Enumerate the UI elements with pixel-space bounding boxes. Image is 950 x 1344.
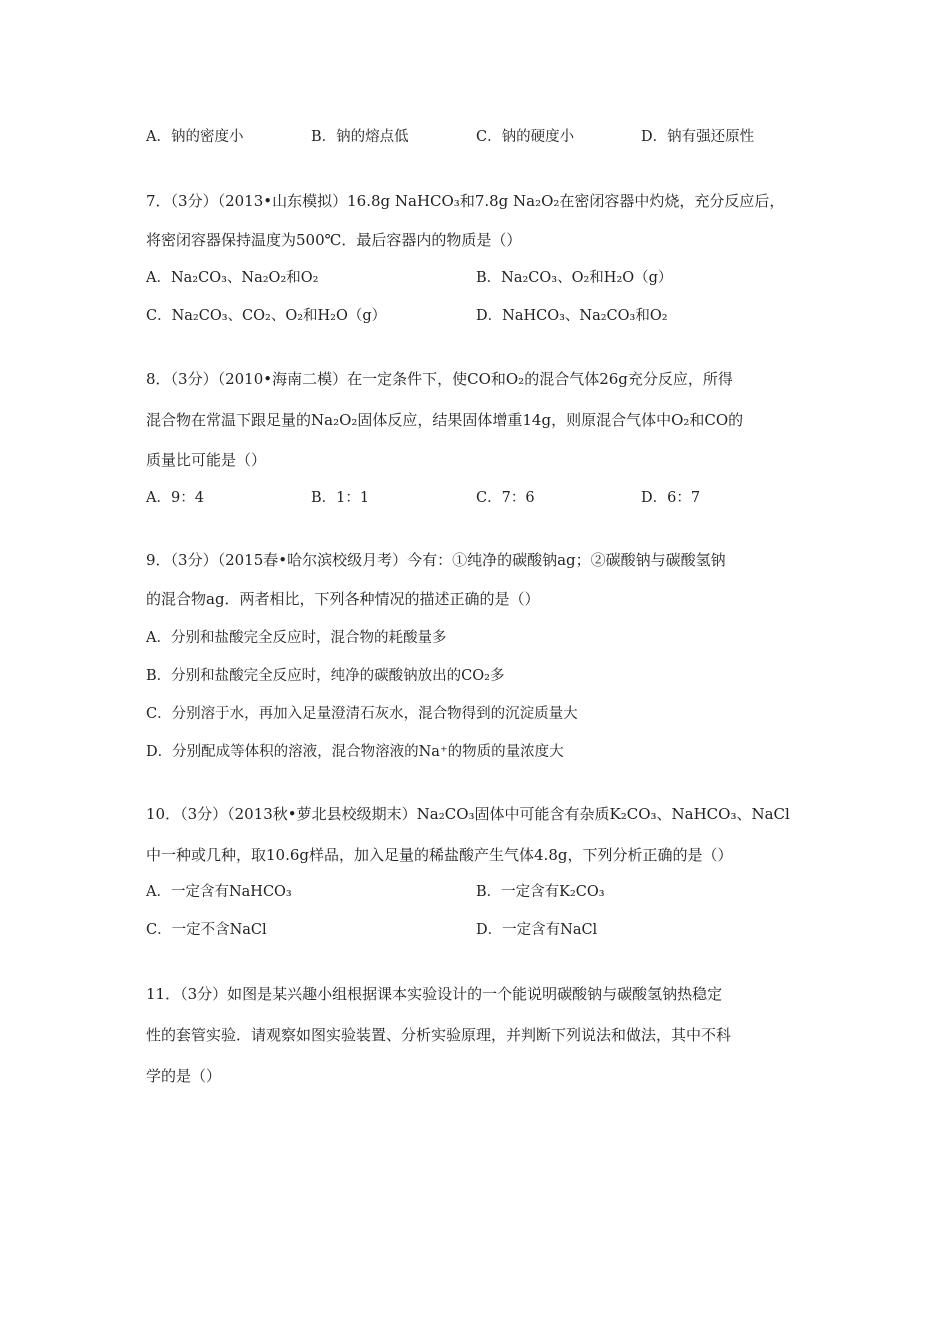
q11-stem-line-1: 11．（3分）如图是某兴趣小组根据课本实验设计的一个能说明碳酸钠与碳酸氢钠热稳定 (146, 985, 723, 1003)
q9-stem-line-1: 9．（3分）（2015春•哈尔滨校级月考）今有：①纯净的碳酸钠ag；②碳酸钠与碳酸氢钠 (146, 551, 726, 569)
q7-option-d: D．NaHCO₃、Na₂CO₃和O₂ (476, 308, 668, 324)
q7-stem-line-1: 7．（3分）（2013•山东模拟）16.8g NaHCO₃和7.8g Na₂O₂在密闭容器中灼烧，充分反应后， (146, 192, 785, 210)
q11-stem-line-3: 学的是（） (146, 1067, 222, 1085)
q6-option-c: C．钠的硬度小 (476, 129, 575, 145)
q9-option-b: B．分别和盐酸完全反应时，纯净的碳酸钠放出的CO₂多 (146, 668, 505, 684)
q7-option-b: B．Na₂CO₃、O₂和H₂O（g） (476, 270, 673, 286)
q8-option-a: A．9：4 (146, 490, 204, 506)
q8-stem-line-2: 混合物在常温下跟足量的Na₂O₂固体反应，结果固体增重14g，则原混合气体中O₂和CO的 (146, 411, 744, 429)
q10-option-a: A．一定含有NaHCO₃ (146, 884, 292, 900)
q10-option-b: B．一定含有K₂CO₃ (476, 884, 605, 900)
q8-stem-line-1: 8．（3分）（2010•海南二模）在一定条件下，使CO和O₂的混合气体26g充分反应，所得 (146, 370, 733, 388)
q9-option-c: C．分别溶于水，再加入足量澄清石灰水，混合物得到的沉淀质量大 (146, 706, 578, 722)
q10-stem-line-1: 10．（3分）（2013秋•萝北县校级期末）Na₂CO₃固体中可能含有杂质K₂CO₃、NaHCO₃、NaCl (146, 805, 790, 823)
q6-option-d: D．钠有强还原性 (641, 129, 755, 145)
q8-option-d: D．6：7 (641, 490, 701, 506)
q6-option-b: B．钠的熔点低 (311, 129, 409, 145)
q8-option-c: C．7：6 (476, 490, 535, 506)
q7-option-c: C．Na₂CO₃、CO₂、O₂和H₂O（g） (146, 308, 387, 324)
q11-stem-line-2: 性的套管实验．请观察如图实验装置、分析实验原理，并判断下列说法和做法，其中不科 (146, 1026, 732, 1044)
q10-option-c: C．一定不含NaCl (146, 922, 267, 938)
q9-option-d: D．分别配成等体积的溶液，混合物溶液的Na⁺的物质的量浓度大 (146, 744, 564, 760)
q8-option-b: B．1：1 (311, 490, 370, 506)
q7-option-a: A．Na₂CO₃、Na₂O₂和O₂ (146, 270, 319, 286)
q10-option-d: D．一定含有NaCl (476, 922, 598, 938)
q6-option-a: A．钠的密度小 (146, 129, 244, 145)
q8-stem-line-3: 质量比可能是（） (146, 451, 267, 469)
q7-stem-line-2: 将密闭容器保持温度为500℃．最后容器内的物质是（） (146, 231, 522, 249)
q9-option-a: A．分别和盐酸完全反应时，混合物的耗酸量多 (146, 630, 447, 646)
q10-stem-line-2: 中一种或几种，取10.6g样品，加入足量的稀盐酸产生气体4.8g，下列分析正确的是（） (146, 846, 733, 864)
q9-stem-line-2: 的混合物ag．两者相比，下列各种情况的描述正确的是（） (146, 590, 540, 608)
